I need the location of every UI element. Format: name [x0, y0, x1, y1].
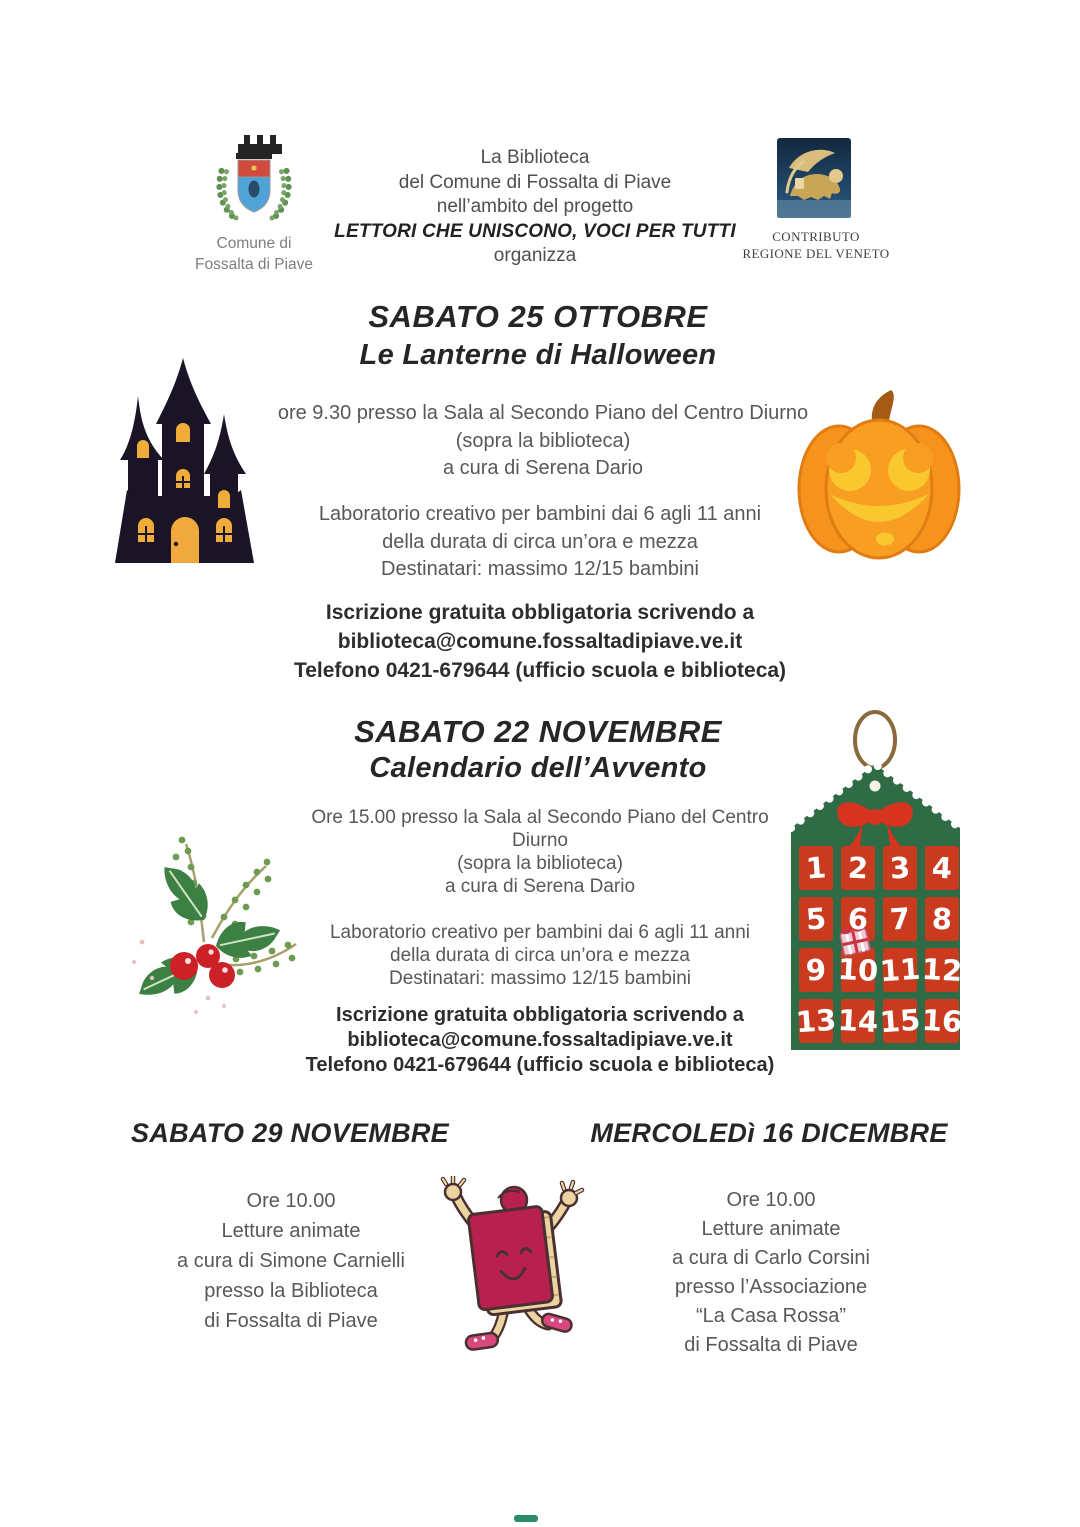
event2-workshop: [330, 921, 750, 990]
event4-line: di Fossalta di Piave: [684, 1334, 858, 1356]
left-shoe: [465, 1332, 499, 1350]
advent-number: 8: [931, 901, 953, 937]
event1-registration-phone: Telefono 0421-679644 (ufficio scuola e biblioteca): [293, 659, 787, 682]
advent-number: 3: [888, 850, 912, 886]
advent-number: 13: [794, 1002, 838, 1040]
veneto-caption: [742, 228, 889, 262]
header-organizes: organizza: [493, 245, 577, 266]
haunted-house-illustration: [112, 356, 257, 568]
event4-line: “La Casa Rossa”: [695, 1305, 847, 1327]
jack-o-lantern-illustration: [791, 386, 969, 564]
event2-date: SABATO 22 NOVEMBRE: [354, 714, 722, 749]
event3-line: di Fossalta di Piave: [204, 1310, 378, 1332]
event2-workshop-line: della durata di circa un’ora e mezza: [390, 945, 690, 966]
event1-title: Le Lanterne di Halloween: [359, 339, 717, 371]
book-body: [468, 1205, 562, 1316]
event2-registration-phone: Telefono 0421-679644 (ufficio scuola e biblioteca): [305, 1054, 775, 1076]
veneto-caption-line: REGIONE DEL VENETO: [742, 246, 890, 261]
event4-date: MERCOLEDì 16 DICEMBRE: [590, 1118, 948, 1148]
walking-book-character-illustration: [436, 1176, 588, 1354]
event4-line: a cura di Carlo Corsini: [672, 1247, 870, 1269]
advent-number: 5: [804, 901, 828, 937]
event2-registration-line: Iscrizione gratuita obbligatoria scrivendo a: [336, 1004, 744, 1026]
event2-info-line: a cura di Serena Dario: [444, 876, 636, 897]
event3-details: [177, 1186, 405, 1336]
veneto-lion-logo: [775, 136, 853, 224]
project-title: LETTORI CHE UNISCONO, VOCI PER TUTTI: [334, 220, 736, 242]
event2-registration-email: biblioteca@comune.fossaltadipiave.ve.it: [347, 1029, 733, 1051]
event1-workshop-line: della durata di circa un’ora e mezza: [382, 530, 698, 553]
event1-info-line: a cura di Serena Dario: [442, 457, 644, 479]
event1-date: SABATO 25 OTTOBRE: [368, 299, 708, 334]
advent-number: 14: [836, 1002, 880, 1040]
advent-number: 10: [836, 951, 880, 989]
header-line: del Comune di Fossalta di Piave: [398, 171, 672, 193]
advent-number: 15: [878, 1002, 922, 1040]
advent-number: 7: [888, 901, 912, 937]
event4-details: [672, 1186, 870, 1360]
right-hand: [561, 1182, 582, 1206]
event2-info-line: Diurno: [512, 830, 568, 851]
advent-number: 16: [920, 1002, 964, 1040]
event1-info: [278, 400, 808, 483]
event2-title: Calendario dell’Avvento: [369, 752, 707, 784]
municipal-crest-logo: [208, 126, 300, 230]
event3-line: a cura di Simone Carnielli: [177, 1250, 405, 1272]
municipal-crest-caption: [195, 233, 313, 275]
veneto-caption-line: CONTRIBUTO: [772, 229, 860, 244]
event2-workshop-line: Laboratorio creativo per bambini dai 6 agli 11 anni: [329, 922, 751, 943]
bottom-edge-artifact: [514, 1515, 538, 1522]
holly-leaves: [131, 856, 284, 1009]
event1-info-line: ore 9.30 presso la Sala al Secondo Piano del Centro Diurno: [277, 402, 809, 424]
event2-info: [311, 806, 768, 898]
holly-illustration: [112, 822, 312, 1022]
event1-info-line: (sopra la biblioteca): [455, 429, 631, 452]
event2-info-line: (sopra la biblioteca): [457, 853, 623, 874]
event2-workshop-line: Destinatari: massimo 12/15 bambini: [388, 968, 692, 989]
advent-number: 4: [931, 850, 953, 886]
event3-line: Ore 10.00: [246, 1190, 336, 1212]
event3-line: Letture animate: [221, 1220, 361, 1242]
event1-registration-email: biblioteca@comune.fossaltadipiave.ve.it: [337, 630, 743, 653]
crest-caption-line: Fossalta di Piave: [194, 256, 314, 273]
event2-info-line: Ore 15.00 presso la Sala al Secondo Piano del Centro: [311, 807, 769, 828]
event3-date: SABATO 29 NOVEMBRE: [131, 1118, 449, 1148]
advent-number: 6: [847, 901, 869, 937]
event1-workshop: [319, 501, 761, 584]
header-text: [334, 146, 736, 269]
event4-line: Ore 10.00: [726, 1189, 816, 1211]
event1-registration-line: Iscrizione gratuita obbligatoria scrivendo a: [325, 601, 755, 624]
event1-registration: [294, 598, 786, 685]
event4-line: Letture animate: [701, 1218, 841, 1240]
advent-number: 11: [878, 951, 922, 989]
event1-workshop-line: Laboratorio creativo per bambini dai 6 agli 11 anni: [318, 503, 762, 525]
event4-line: presso l’Associazione: [674, 1276, 868, 1298]
advent-number: 12: [920, 951, 964, 989]
left-hand: [443, 1176, 464, 1200]
event3-line: presso la Biblioteca: [204, 1280, 378, 1302]
crest-caption-line: Comune di: [216, 235, 292, 252]
header-line: La Biblioteca: [480, 147, 590, 168]
event2-registration: [306, 1003, 775, 1078]
advent-number: 1: [804, 850, 828, 886]
advent-number: 2: [847, 850, 869, 886]
right-shoe: [541, 1312, 573, 1333]
advent-number: 9: [804, 952, 828, 988]
header-line: nell’ambito del progetto: [436, 196, 634, 217]
event1-workshop-line: Destinatari: massimo 12/15 bambini: [381, 558, 699, 580]
